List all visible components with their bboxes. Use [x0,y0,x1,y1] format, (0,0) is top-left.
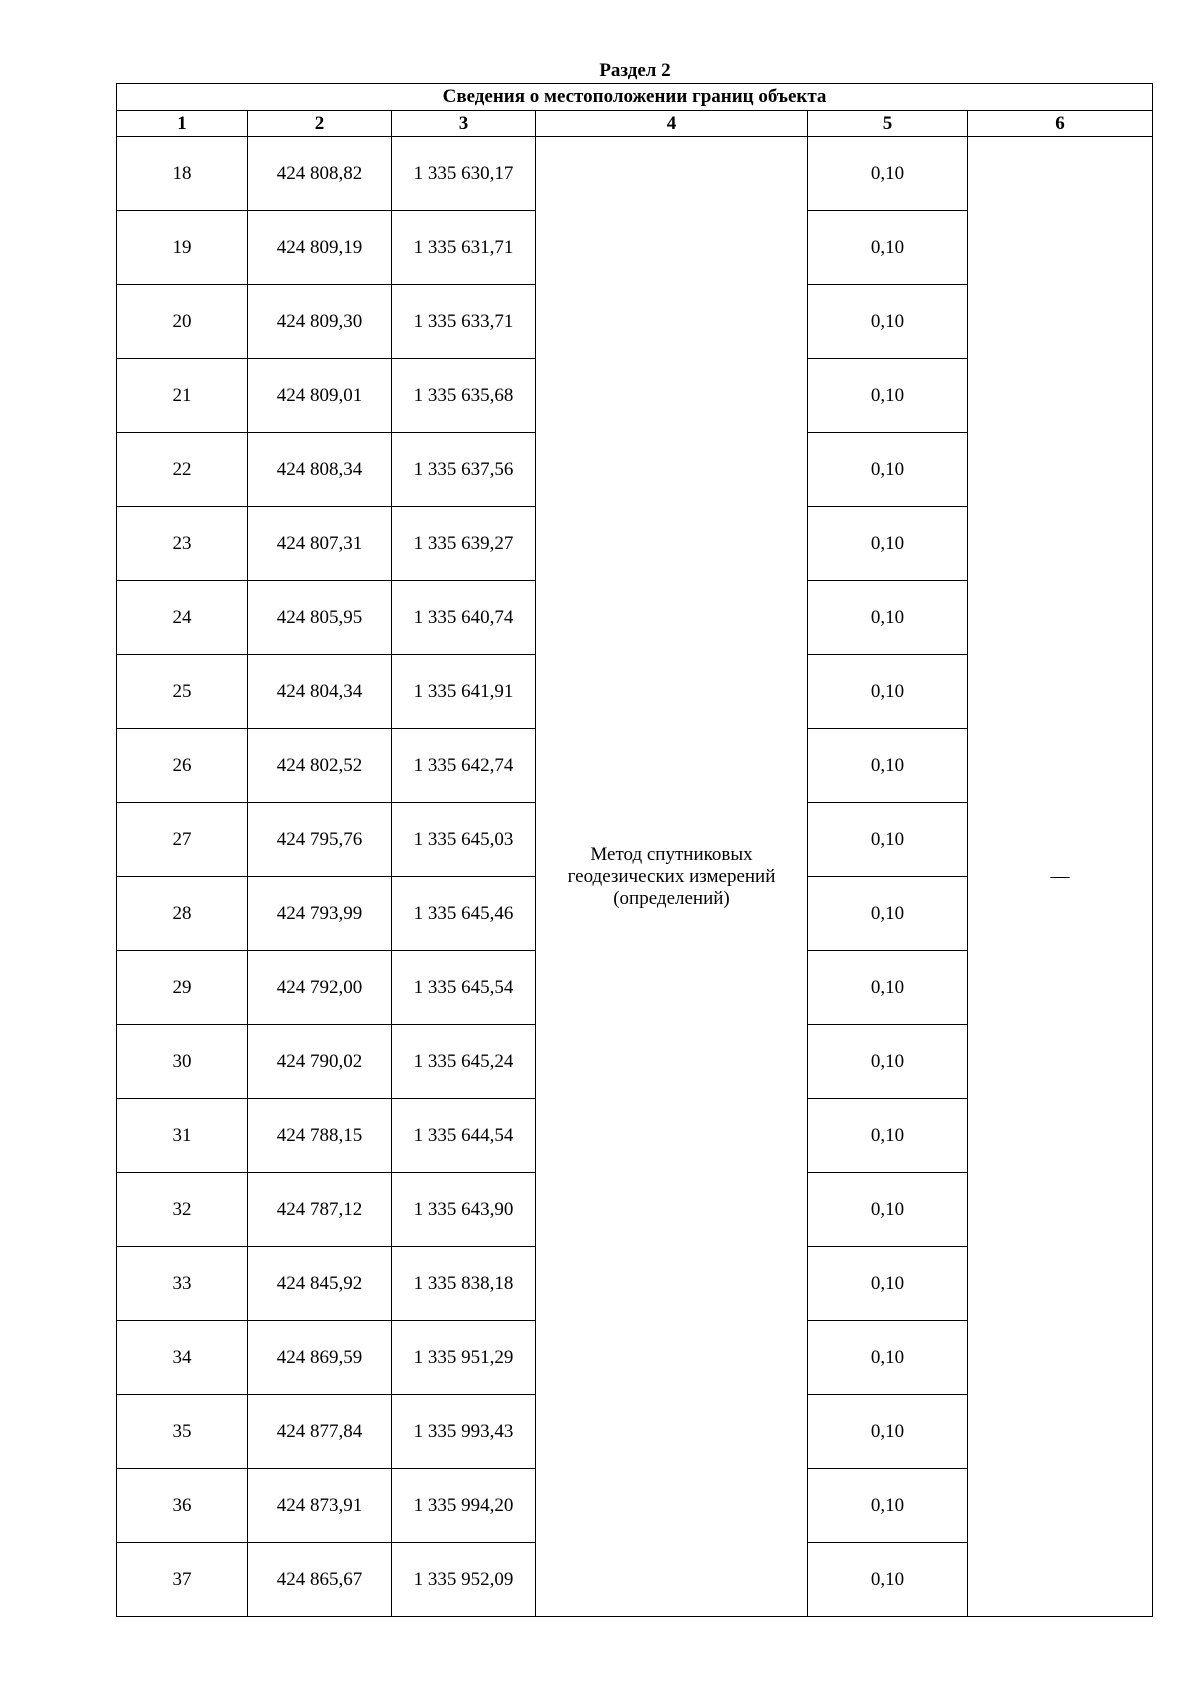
accuracy-cell: 0,10 [808,285,968,359]
y-coordinate-cell: 1 335 838,18 [392,1247,536,1321]
y-coordinate-cell: 1 335 641,91 [392,655,536,729]
point-number-cell: 36 [117,1469,248,1543]
y-coordinate-cell: 1 335 640,74 [392,581,536,655]
y-coordinate-cell: 1 335 639,27 [392,507,536,581]
x-coordinate-cell: 424 809,01 [248,359,392,433]
point-number-cell: 37 [117,1543,248,1617]
x-coordinate-cell: 424 869,59 [248,1321,392,1395]
method-cell: Метод спутниковых геодезических измерений (определений) [536,137,808,1617]
y-coordinate-cell: 1 335 630,17 [392,137,536,211]
column-number-4: 4 [536,111,808,137]
y-coordinate-cell: 1 335 645,46 [392,877,536,951]
point-number-cell: 23 [117,507,248,581]
table-caption: Сведения о местоположении границ объекта [117,84,1153,111]
x-coordinate-cell: 424 795,76 [248,803,392,877]
accuracy-cell: 0,10 [808,951,968,1025]
y-coordinate-cell: 1 335 951,29 [392,1321,536,1395]
x-coordinate-cell: 424 804,34 [248,655,392,729]
x-coordinate-cell: 424 808,34 [248,433,392,507]
y-coordinate-cell: 1 335 642,74 [392,729,536,803]
y-coordinate-cell: 1 335 994,20 [392,1469,536,1543]
y-coordinate-cell: 1 335 645,03 [392,803,536,877]
column-number-row [117,111,1153,137]
y-coordinate-cell: 1 335 645,24 [392,1025,536,1099]
table-row [117,137,1153,211]
accuracy-cell: 0,10 [808,581,968,655]
y-coordinate-cell: 1 335 643,90 [392,1173,536,1247]
point-number-cell: 25 [117,655,248,729]
point-number-cell: 27 [117,803,248,877]
point-number-cell: 33 [117,1247,248,1321]
x-coordinate-cell: 424 809,19 [248,211,392,285]
y-coordinate-cell: 1 335 644,54 [392,1099,536,1173]
accuracy-cell: 0,10 [808,1543,968,1617]
accuracy-cell: 0,10 [808,655,968,729]
accuracy-cell: 0,10 [808,1173,968,1247]
accuracy-cell: 0,10 [808,877,968,951]
accuracy-cell: 0,10 [808,1099,968,1173]
point-number-cell: 21 [117,359,248,433]
column-number-1: 1 [117,111,248,137]
y-coordinate-cell: 1 335 633,71 [392,285,536,359]
y-coordinate-cell: 1 335 993,43 [392,1395,536,1469]
point-number-cell: 34 [117,1321,248,1395]
accuracy-cell: 0,10 [808,137,968,211]
x-coordinate-cell: 424 788,15 [248,1099,392,1173]
x-coordinate-cell: 424 865,67 [248,1543,392,1617]
accuracy-cell: 0,10 [808,359,968,433]
point-number-cell: 35 [117,1395,248,1469]
x-coordinate-cell: 424 792,00 [248,951,392,1025]
point-number-cell: 32 [117,1173,248,1247]
y-coordinate-cell: 1 335 631,71 [392,211,536,285]
y-coordinate-cell: 1 335 635,68 [392,359,536,433]
table-body [117,137,1153,1617]
x-coordinate-cell: 424 873,91 [248,1469,392,1543]
accuracy-cell: 0,10 [808,1395,968,1469]
accuracy-cell: 0,10 [808,1469,968,1543]
accuracy-cell: 0,10 [808,211,968,285]
point-number-cell: 30 [117,1025,248,1099]
point-number-cell: 29 [117,951,248,1025]
column-number-2: 2 [248,111,392,137]
point-number-cell: 18 [117,137,248,211]
x-coordinate-cell: 424 809,30 [248,285,392,359]
x-coordinate-cell: 424 807,31 [248,507,392,581]
table-caption-row [117,84,1153,111]
boundary-coordinates-table [116,83,1153,1617]
accuracy-cell: 0,10 [808,1321,968,1395]
x-coordinate-cell: 424 793,99 [248,877,392,951]
point-number-cell: 28 [117,877,248,951]
accuracy-cell: 0,10 [808,729,968,803]
point-number-cell: 22 [117,433,248,507]
accuracy-cell: 0,10 [808,1025,968,1099]
x-coordinate-cell: 424 787,12 [248,1173,392,1247]
x-coordinate-cell: 424 877,84 [248,1395,392,1469]
y-coordinate-cell: 1 335 645,54 [392,951,536,1025]
accuracy-cell: 0,10 [808,803,968,877]
column-number-5: 5 [808,111,968,137]
point-number-cell: 19 [117,211,248,285]
y-coordinate-cell: 1 335 637,56 [392,433,536,507]
x-coordinate-cell: 424 790,02 [248,1025,392,1099]
section-title: Раздел 2 [599,60,671,81]
point-number-cell: 31 [117,1099,248,1173]
accuracy-cell: 0,10 [808,1247,968,1321]
y-coordinate-cell: 1 335 952,09 [392,1543,536,1617]
x-coordinate-cell: 424 802,52 [248,729,392,803]
point-number-cell: 20 [117,285,248,359]
accuracy-cell: 0,10 [808,433,968,507]
accuracy-cell: 0,10 [808,507,968,581]
point-number-cell: 24 [117,581,248,655]
column-number-3: 3 [392,111,536,137]
x-coordinate-cell: 424 805,95 [248,581,392,655]
point-number-cell: 26 [117,729,248,803]
x-coordinate-cell: 424 845,92 [248,1247,392,1321]
x-coordinate-cell: 424 808,82 [248,137,392,211]
column-number-6: 6 [968,111,1153,137]
note-cell: — [968,137,1153,1617]
